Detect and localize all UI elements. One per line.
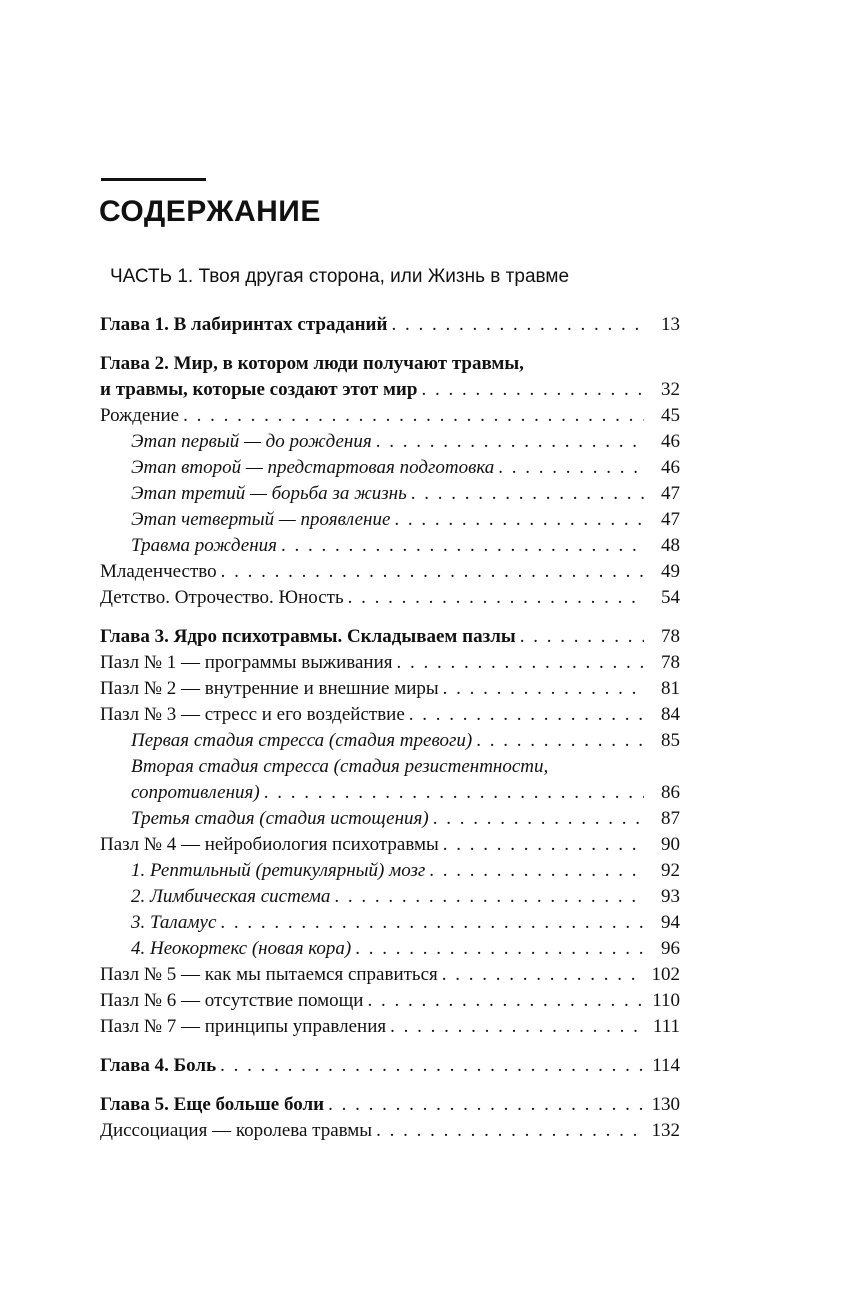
toc-entry-stress-stage-2[interactable] (100, 780, 680, 806)
toc-entry-title: сопротивления) (131, 782, 260, 803)
toc-entry-title: 1. Рептильный (ретикулярный) мозг (131, 860, 426, 881)
toc-entry-title: Рождение (100, 405, 180, 426)
dot-leader (411, 481, 644, 507)
toc-entry-puzzle-4[interactable] (100, 832, 680, 858)
toc-entry-title: Этап третий — борьба за жизнь (131, 483, 407, 504)
toc-entry-brain-1[interactable] (100, 858, 680, 884)
dot-leader (220, 910, 644, 936)
dot-leader (390, 1014, 644, 1040)
toc-entry-title: 2. Лимбическая система (131, 886, 331, 907)
toc-entry-title: Глава 3. Ядро психотравмы. Складываем пазлы (100, 626, 516, 647)
part-title: ЧАСТЬ 1. Твоя другая сторона, или Жизнь в травме (110, 266, 570, 287)
toc-entry-page: 110 (652, 990, 680, 1011)
toc-entry-chapter-2-line-1[interactable]: Глава 2. Мир, в котором люди получают травмы, (100, 353, 524, 374)
toc-entry-page: 84 (661, 704, 680, 725)
toc-entry-page: 46 (661, 431, 680, 452)
toc-entry-puzzle-2[interactable] (100, 676, 680, 702)
toc-entry-stage-3[interactable] (100, 481, 680, 507)
dot-leader (391, 312, 644, 338)
toc-entry-stress-stage-3[interactable] (100, 806, 680, 832)
toc-entry-puzzle-7[interactable] (100, 1014, 680, 1040)
toc-entry-title: Пазл № 2 — внутренние и внешние миры (100, 678, 439, 699)
toc-entry-title: Травма рождения (131, 535, 277, 556)
dot-leader (355, 936, 644, 962)
toc-entry-page: 81 (661, 678, 680, 699)
toc-entry-page: 86 (661, 782, 680, 803)
toc-entry-stage-1[interactable] (100, 429, 680, 455)
toc-entry-page: 102 (651, 964, 680, 985)
toc-entry-page: 93 (661, 886, 680, 907)
toc-entry-title: Этап первый — до рождения (131, 431, 372, 452)
table-of-contents (100, 312, 680, 1144)
page-title: СОДЕРЖАНИЕ (99, 195, 321, 228)
toc-entry-brain-4[interactable] (100, 936, 680, 962)
toc-entry-page: 47 (661, 483, 680, 504)
toc-entry-title: Пазл № 3 — стресс и его воздействие (100, 704, 405, 725)
toc-entry-page: 132 (651, 1120, 680, 1141)
toc-entry-title: Третья стадия (стадия истощения) (131, 808, 429, 829)
toc-entry-birth-trauma[interactable] (100, 533, 680, 559)
dot-leader (433, 806, 644, 832)
toc-entry-page: 32 (661, 379, 680, 400)
toc-entry-title: Пазл № 4 — нейробиология психотравмы (100, 834, 439, 855)
toc-entry-childhood[interactable] (100, 585, 680, 611)
dot-leader (183, 403, 644, 429)
toc-entry-title: Пазл № 5 — как мы пытаемся справиться (100, 964, 438, 985)
dot-leader (443, 832, 644, 858)
toc-entry-page: 94 (661, 912, 680, 933)
dot-leader (220, 1053, 644, 1079)
heading-rule (101, 178, 206, 181)
toc-entry-page: 92 (661, 860, 680, 881)
toc-entry-brain-3[interactable] (100, 910, 680, 936)
dot-leader (348, 585, 644, 611)
toc-entry-page: 87 (661, 808, 680, 829)
toc-entry-page: 90 (661, 834, 680, 855)
dot-leader (429, 858, 644, 884)
toc-entry-title: Глава 1. В лабиринтах страданий (100, 314, 388, 335)
toc-entry-page: 47 (661, 509, 680, 530)
toc-entry-page: 96 (661, 938, 680, 959)
toc-entry-puzzle-1[interactable] (100, 650, 680, 676)
toc-entry-page: 13 (661, 314, 680, 335)
toc-entry-stress-stage-1[interactable] (100, 728, 680, 754)
toc-entry-infancy[interactable] (100, 559, 680, 585)
toc-entry-title: Младенчество (100, 561, 217, 582)
toc-entry-page: 54 (661, 587, 680, 608)
toc-entry-page: 78 (661, 626, 680, 647)
toc-entry-title: Детство. Отрочество. Юность (100, 587, 344, 608)
toc-entry-title: Этап второй — предстартовая подготовка (131, 457, 495, 478)
toc-entry-title: 3. Таламус (131, 912, 217, 933)
dot-leader (264, 780, 644, 806)
toc-entry-page: 45 (661, 405, 680, 426)
toc-entry-title: Пазл № 1 — программы выживания (100, 652, 393, 673)
toc-entry-page: 114 (652, 1055, 680, 1076)
toc-entry-birth[interactable] (100, 403, 680, 429)
dot-leader (367, 988, 644, 1014)
toc-entry-chapter-3[interactable] (100, 624, 680, 650)
dot-leader (409, 702, 644, 728)
toc-entry-puzzle-5[interactable] (100, 962, 680, 988)
dot-leader (443, 676, 644, 702)
toc-entry-brain-2[interactable] (100, 884, 680, 910)
dot-leader (476, 728, 644, 754)
toc-entry-stage-4[interactable] (100, 507, 680, 533)
toc-entry-page: 46 (661, 457, 680, 478)
toc-entry-page: 111 (652, 1016, 680, 1037)
toc-entry-stage-2[interactable] (100, 455, 680, 481)
dot-leader (221, 559, 644, 585)
toc-entry-page: 85 (661, 730, 680, 751)
toc-entry-chapter-4[interactable] (100, 1053, 680, 1079)
dot-leader (376, 429, 644, 455)
toc-entry-title: Глава 4. Боль (100, 1055, 217, 1076)
toc-entry-page: 78 (661, 652, 680, 673)
dot-leader (281, 533, 644, 559)
toc-entry-chapter-5[interactable] (100, 1092, 680, 1118)
toc-entry-puzzle-6[interactable] (100, 988, 680, 1014)
toc-entry-page: 48 (661, 535, 680, 556)
dot-leader (334, 884, 644, 910)
dot-leader (394, 507, 644, 533)
toc-entry-dissociation[interactable] (100, 1118, 680, 1144)
dot-leader (328, 1092, 644, 1118)
toc-entry-title: 4. Неокортекс (новая кора) (131, 938, 352, 959)
dot-leader (376, 1118, 644, 1144)
toc-entry-chapter-2[interactable] (100, 377, 680, 403)
dot-leader (397, 650, 645, 676)
toc-entry-title: Пазл № 7 — принципы управления (100, 1016, 387, 1037)
toc-entry-page: 130 (651, 1094, 680, 1115)
dot-leader (520, 624, 644, 650)
dot-leader (421, 377, 644, 403)
toc-entry-title: Этап четвертый — проявление (131, 509, 391, 530)
toc-entry-title: Пазл № 6 — отсутствие помощи (100, 990, 364, 1011)
toc-entry-title: Диссоциация — королева травмы (100, 1120, 373, 1141)
toc-entry-title: Глава 5. Еще больше боли (100, 1094, 325, 1115)
toc-entry-page: 49 (661, 561, 680, 582)
toc-entry-puzzle-3[interactable] (100, 702, 680, 728)
toc-entry-title: Первая стадия стресса (стадия тревоги) (131, 730, 473, 751)
toc-entry-title: и травмы, которые создают этот мир (100, 379, 418, 400)
dot-leader (442, 962, 644, 988)
toc-entry-stress-stage-2-line-1[interactable]: Вторая стадия стресса (стадия резистентности, (131, 756, 549, 777)
toc-entry-chapter-1[interactable] (100, 312, 680, 338)
dot-leader (498, 455, 644, 481)
